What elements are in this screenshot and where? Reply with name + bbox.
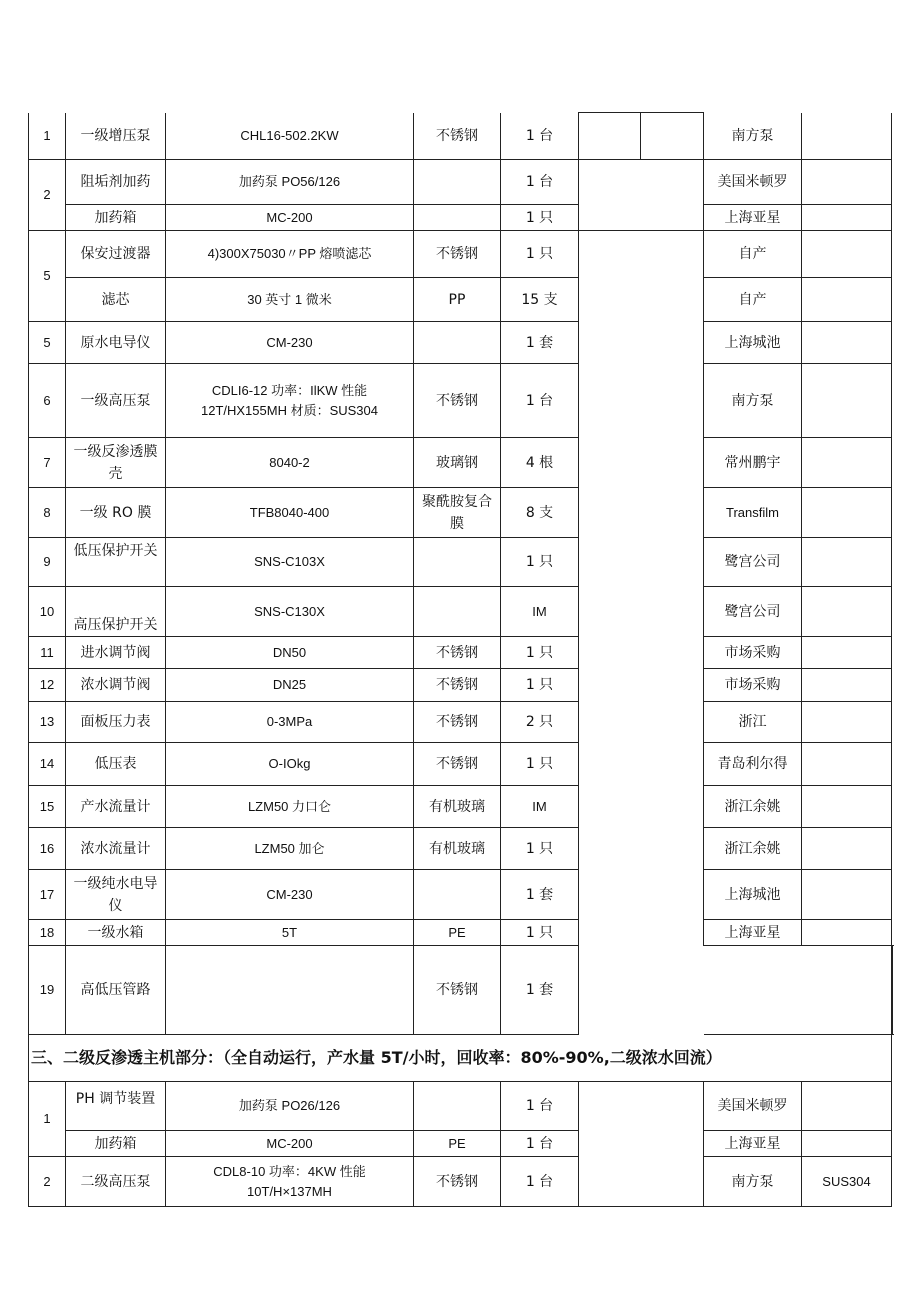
table-row [29,946,893,1035]
name-line: 仪 [108,897,123,914]
item-quantity: 1 只 [501,920,579,946]
blank-cell [579,231,704,1082]
item-note [802,702,892,743]
item-material [414,322,501,364]
material-line: 膜 [450,515,464,532]
item-origin: 美国米顿罗 [704,160,802,205]
item-origin: 浙江余姚 [704,786,802,828]
item-name [66,870,166,920]
item-origin: 上海亚星 [704,920,802,946]
item-name: 低压表 [66,743,166,786]
item-name: 一级高压泵 [66,364,166,438]
item-quantity: 1 台 [501,160,579,205]
item-origin: 上海亚星 [704,205,802,231]
item-origin: 鹭宫公司 [704,587,802,637]
item-material: 有机玻璃 [414,828,501,870]
item-quantity: 1 只 [501,669,579,702]
item-note [892,946,893,1035]
item-note [802,113,892,160]
item-quantity: 1 台 [501,1157,579,1207]
equipment-table [28,112,893,1207]
row-number: 2 [29,1157,66,1207]
item-note [802,488,892,538]
item-quantity: 1 台 [501,1131,579,1157]
item-spec [166,946,414,1035]
item-quantity: 1 套 [501,870,579,920]
table-row [29,920,893,946]
blank-cell [704,946,892,1035]
item-name [66,438,166,488]
item-material [414,1082,501,1131]
item-material: 不锈钢 [414,231,501,278]
item-material: 玻璃钢 [414,438,501,488]
item-origin: 南方泵 [704,113,802,160]
item-name: 高低压管路 [66,946,166,1035]
item-spec: MC-200 [166,205,414,231]
item-quantity: 1 只 [501,205,579,231]
item-material: PE [414,1131,501,1157]
item-note [802,920,892,946]
row-number: 2 [29,160,66,231]
item-spec: DN50 [166,637,414,669]
table-row [29,205,893,231]
row-number: 18 [29,920,66,946]
item-spec: 5T [166,920,414,946]
row-number: 1 [29,1082,66,1157]
item-spec: 0-3MPa [166,702,414,743]
item-origin: 上海城池 [704,870,802,920]
item-material: 不锈钢 [414,669,501,702]
table-row [29,587,893,637]
blank-cell [641,113,704,160]
item-quantity: 4 根 [501,438,579,488]
item-material [414,205,501,231]
item-origin: 南方泵 [704,364,802,438]
item-material [414,488,501,538]
item-quantity: 1 只 [501,637,579,669]
item-note [802,364,892,438]
row-number: 16 [29,828,66,870]
item-material [414,538,501,587]
name-line: 一级反渗透膜 [73,443,158,460]
item-quantity: IM [501,786,579,828]
item-quantity: 1 台 [501,113,579,160]
item-name: 一级增压泵 [66,113,166,160]
row-number: 14 [29,743,66,786]
material-line: 聚酰胺复合 [422,493,492,510]
item-note: SUS304 [802,1157,892,1207]
item-note [802,743,892,786]
item-quantity: 1 台 [501,1082,579,1131]
row-number: 5 [29,322,66,364]
item-spec: CHL16-502.2KW [166,113,414,160]
spec-line: 12T/HX155MH 材质：SUS304 [200,402,378,418]
table-row [29,1157,893,1207]
item-origin: 美国米顿罗 [704,1082,802,1131]
item-spec: DN25 [166,669,414,702]
item-name: 滤芯 [66,278,166,322]
spec-line: CDLI6-12 功率：IlKW 性能 [211,382,368,398]
item-note [802,637,892,669]
item-note [802,231,892,278]
row-number: 15 [29,786,66,828]
item-spec [166,364,414,438]
item-note [802,438,892,488]
table-row [29,322,893,364]
item-quantity: 1 套 [501,946,579,1035]
row-number: 10 [29,587,66,637]
item-material: 不锈钢 [414,702,501,743]
section-header-row [29,1035,893,1082]
item-name: 保安过渡器 [66,231,166,278]
item-spec: 30 英寸 1 微米 [166,278,414,322]
row-number: 11 [29,637,66,669]
item-spec: 8040-2 [166,438,414,488]
row-number: 1 [29,113,66,160]
table-row [29,870,893,920]
spec-line: 10T/H×137MH [247,1183,332,1199]
item-name: 面板压力表 [66,702,166,743]
item-spec: O-IOkg [166,743,414,786]
table-row [29,786,893,828]
row-number: 5 [29,231,66,322]
item-material: 不锈钢 [414,1157,501,1207]
spec-line: CDL8-10 功率：4KW 性能 [213,1163,366,1179]
item-material [414,587,501,637]
item-quantity: 2 只 [501,702,579,743]
item-material: 不锈钢 [414,364,501,438]
blank-cell [579,160,704,231]
item-note [802,538,892,587]
item-note [802,786,892,828]
item-origin: Transfilm [704,488,802,538]
item-name: 二级高压泵 [66,1157,166,1207]
item-name: 低压保护开关 [66,538,166,587]
item-quantity: 1 台 [501,364,579,438]
item-spec: SNS-C130X [166,587,414,637]
table-row [29,828,893,870]
table-row [29,364,893,438]
item-spec: LZM50 力口仑 [166,786,414,828]
blank-cell [579,1082,704,1207]
item-name: 加药箱 [66,1131,166,1157]
item-spec: 4)300X75030〃PP 熔喷滤芯 [166,231,414,278]
row-number: 9 [29,538,66,587]
item-quantity: 1 只 [501,231,579,278]
item-name: 进水调节阀 [66,637,166,669]
item-name: 加药箱 [66,205,166,231]
table-row [29,538,893,587]
item-name: 浓水流量计 [66,828,166,870]
table-row [29,669,893,702]
table-row [29,1131,893,1157]
item-material: 不锈钢 [414,637,501,669]
row-number: 17 [29,870,66,920]
item-spec: 加药泵 PO26/126 [166,1082,414,1131]
item-origin: 上海亚星 [704,1131,802,1157]
item-material: PP [414,278,501,322]
item-note [802,278,892,322]
item-origin: 南方泵 [704,1157,802,1207]
table-row [29,1082,893,1131]
name-line: 壳 [108,465,123,482]
item-note [802,1082,892,1131]
item-origin: 青岛利尔得 [704,743,802,786]
item-origin: 鹭宫公司 [704,538,802,587]
item-note [802,587,892,637]
item-origin: 自产 [704,278,802,322]
item-name: 高压保护开关 [66,587,166,637]
row-number: 6 [29,364,66,438]
item-origin: 市场采购 [704,669,802,702]
item-spec: LZM50 加仑 [166,828,414,870]
row-number: 19 [29,946,66,1035]
item-spec: TFB8040-400 [166,488,414,538]
item-quantity: 1 套 [501,322,579,364]
item-material: 不锈钢 [414,743,501,786]
item-material: 不锈钢 [414,113,501,160]
item-name: 一级水箱 [66,920,166,946]
row-number: 13 [29,702,66,743]
item-spec [166,1157,414,1207]
item-note [802,1131,892,1157]
name-line: 一级纯水电导 [73,875,158,892]
item-quantity: 15 支 [501,278,579,322]
item-origin: 市场采购 [704,637,802,669]
item-quantity: IM [501,587,579,637]
section-title: 三、二级反渗透主机部分：（全自动运行，产水量 5T/小时，回收率：80%-90%,二级浓水回流） [29,1035,892,1082]
table-row [29,113,893,160]
item-material: 有机玻璃 [414,786,501,828]
item-spec: MC-200 [166,1131,414,1157]
item-origin: 浙江余姚 [704,828,802,870]
item-note [802,828,892,870]
item-quantity: 1 只 [501,743,579,786]
item-spec: SNS-C103X [166,538,414,587]
table-row [29,160,893,205]
item-name: 原水电导仪 [66,322,166,364]
item-material: PE [414,920,501,946]
item-origin: 上海城池 [704,322,802,364]
item-origin: 自产 [704,231,802,278]
item-name: 阻垢剂加药 [66,160,166,205]
item-spec: CM-230 [166,870,414,920]
item-quantity: 1 只 [501,538,579,587]
item-material [414,870,501,920]
table-row [29,231,893,278]
item-spec: CM-230 [166,322,414,364]
item-quantity: 1 只 [501,828,579,870]
item-note [802,160,892,205]
item-name: PH 调节装置 [66,1082,166,1131]
item-name: 产水流量计 [66,786,166,828]
item-origin: 常州鹏宇 [704,438,802,488]
table-row [29,278,893,322]
table-row [29,438,893,488]
table-row [29,488,893,538]
row-number: 8 [29,488,66,538]
item-material [414,160,501,205]
item-note [802,870,892,920]
item-name: 一级 RO 膜 [66,488,166,538]
row-number: 7 [29,438,66,488]
item-quantity: 8 支 [501,488,579,538]
row-number: 12 [29,669,66,702]
table-row [29,637,893,669]
item-note [802,322,892,364]
blank-cell [579,113,641,160]
item-material: 不锈钢 [414,946,501,1035]
item-name: 浓水调节阀 [66,669,166,702]
item-note [802,205,892,231]
table-row [29,702,893,743]
table-row [29,743,893,786]
item-note [802,669,892,702]
item-origin: 浙江 [704,702,802,743]
item-spec: 加药泵 PO56/126 [166,160,414,205]
